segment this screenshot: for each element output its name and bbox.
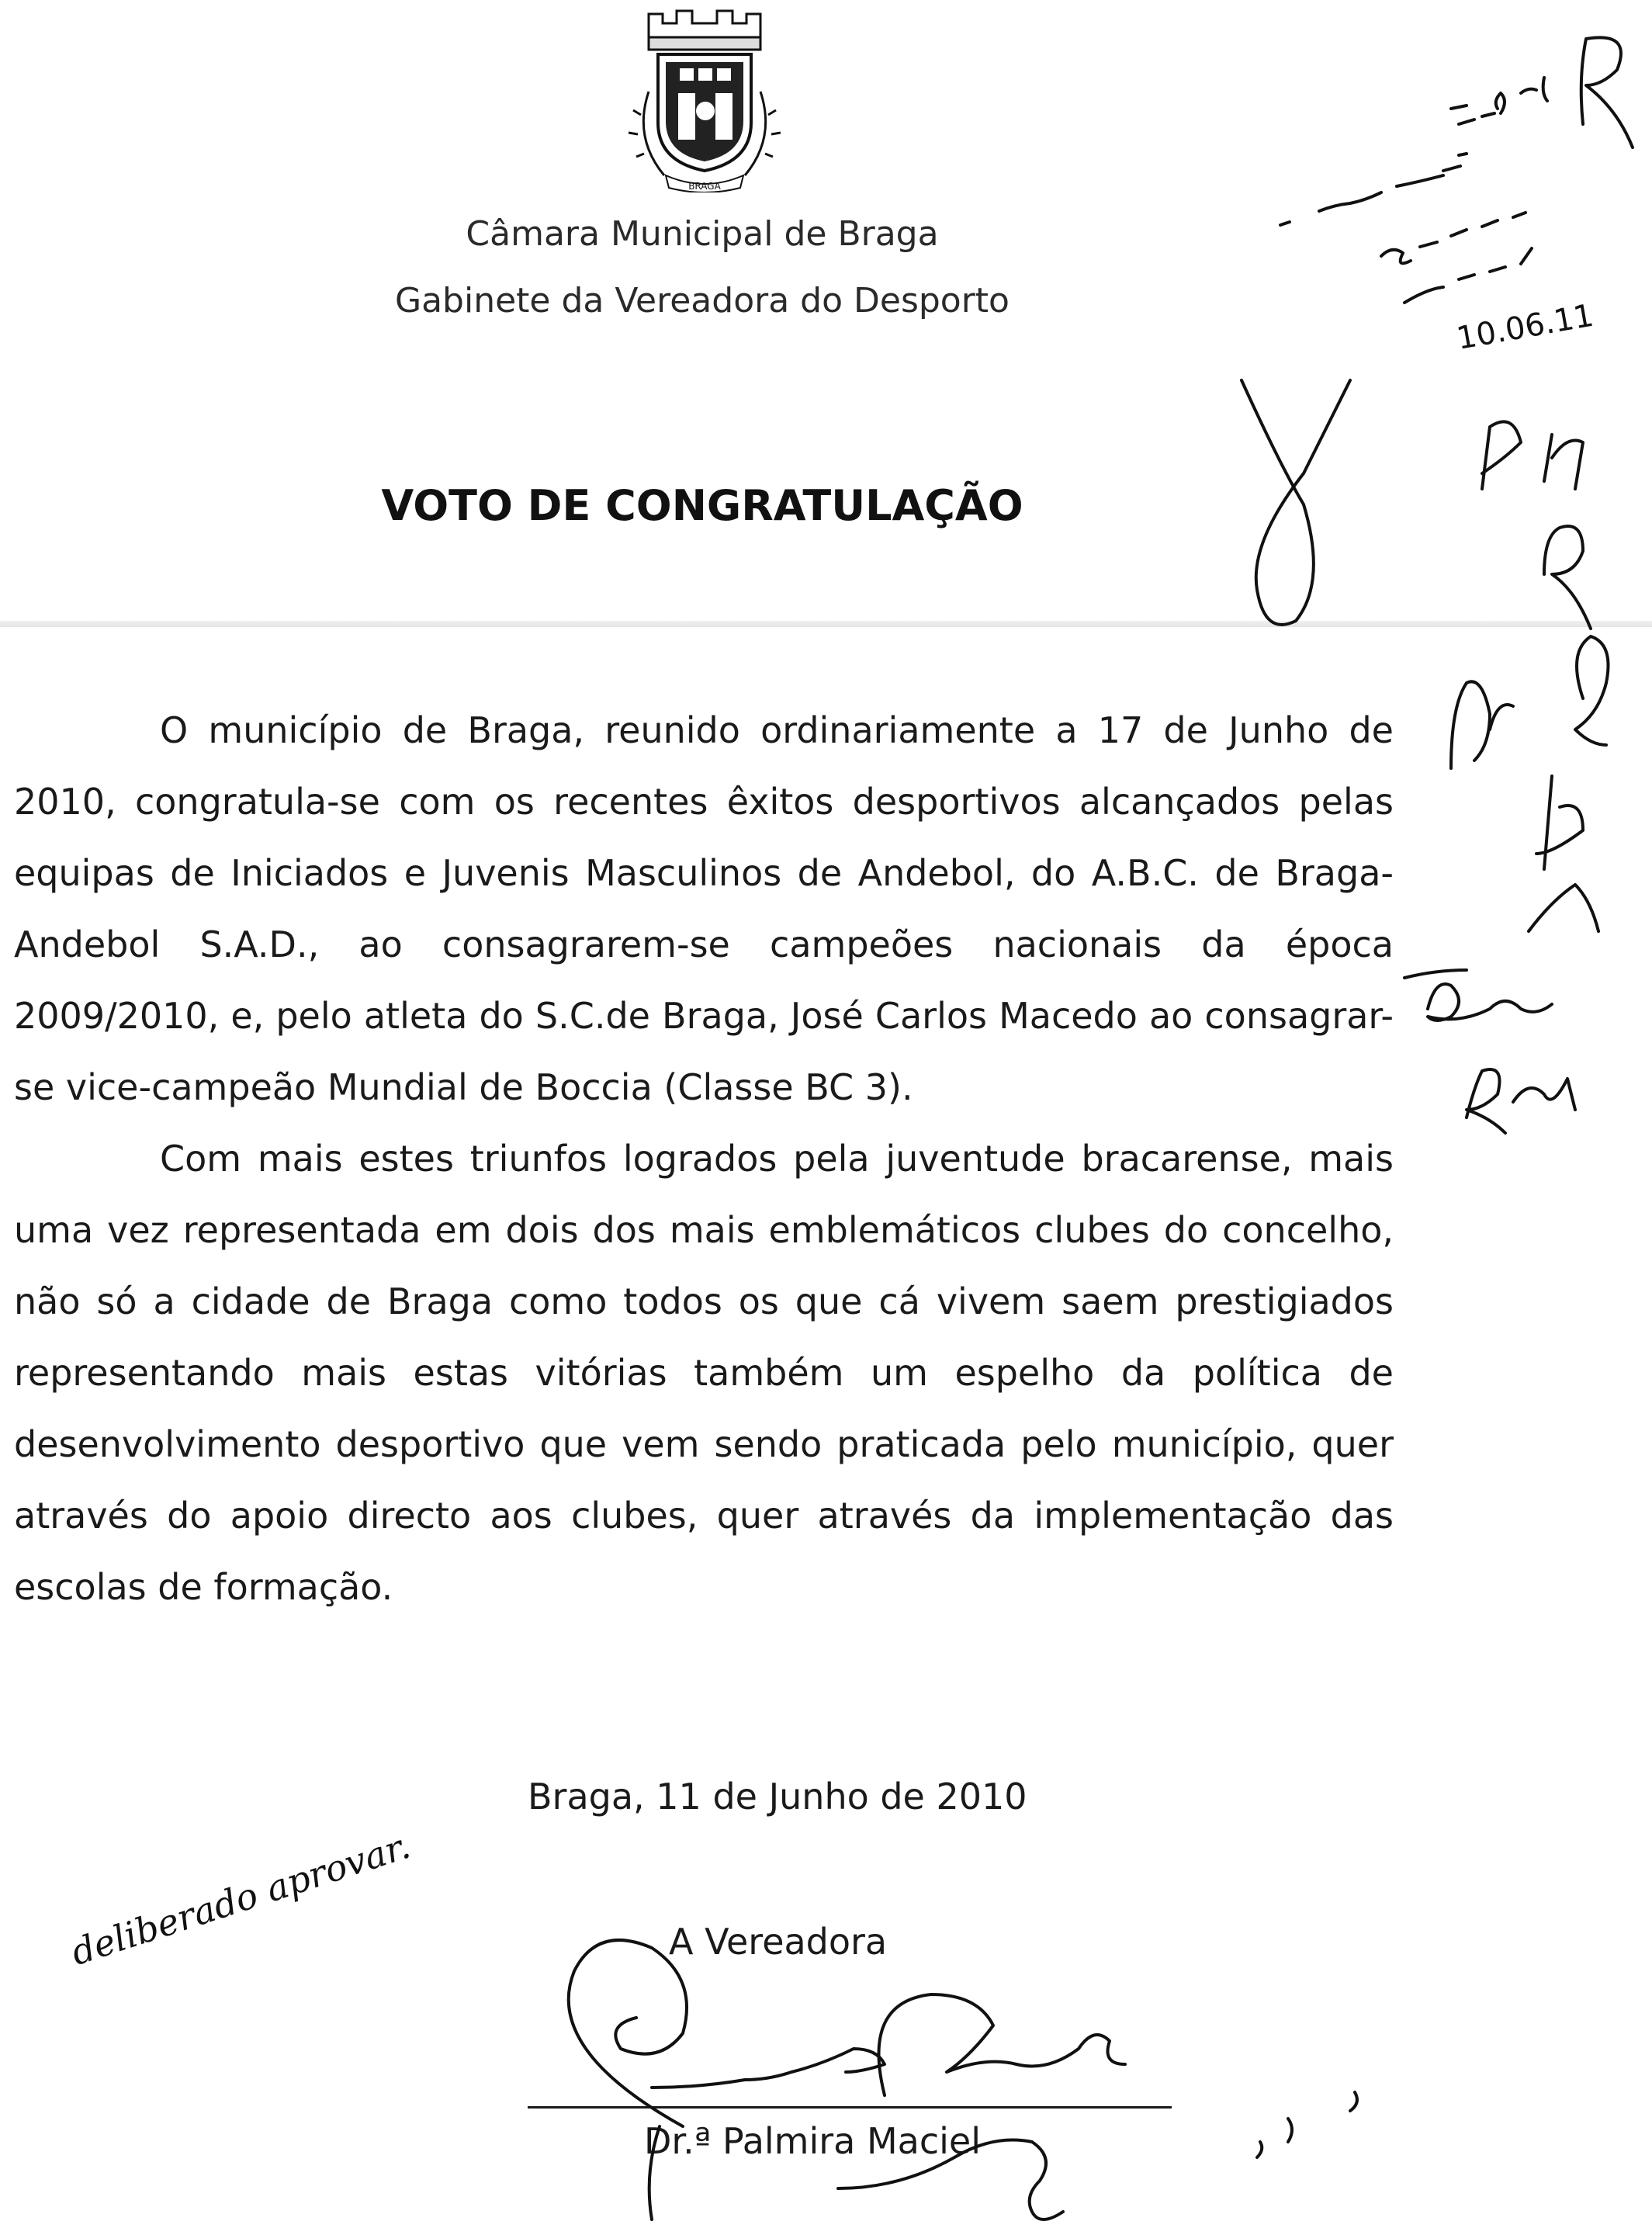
place-and-date: Braga, 11 de Junho de 2010 [528, 1776, 1027, 1817]
paper-fold-line [0, 621, 1652, 627]
header-line-municipality: Câmara Municipal de Braga [466, 214, 939, 254]
body-paragraph-1: O município de Braga, reunido ordinariamente a 17 de Junho de 2010, congratula-se com os recentes êxitos desportivos alcançados pelas equipas de Iniciados e Juvenis Masculinos de Andebol, do A.B.C. de Braga-Andebol S.A.D., ao consagrarem-se campeões nacionais da época 2009/2010, e, pelo atleta do S.C.de Braga, José Carlos Macedo ao consagrar-se vice-campeão Mundial de Boccia (Classe BC 3). [14, 709, 1394, 1108]
handwritten-date-text: 10.06.11 [1453, 297, 1597, 357]
signature-line [528, 2106, 1172, 2109]
signatory-role: A Vereadora [669, 1921, 888, 1963]
body-paragraph-2: Com mais estes triunfos logrados pela juventude bracarense, mais uma vez representada em dois dos mais emblemáticos clubes do concelho, não só a cidade de Braga como todos os que cá vivem saem prestigiados representando mais estas vitórias também um espelho da política de desenvolvimento desportivo que vem sendo praticada pelo município, quer através do apoio directo aos clubes, quer através da implementação das escolas de formação. [14, 1138, 1394, 1608]
coat-of-arms-emblem [618, 6, 791, 192]
header-line-office: Gabinete da Vereadora do Desporto [395, 281, 1010, 321]
svg-text:BRAGA: BRAGA [688, 181, 721, 192]
signatory-name: Dr.ª Palmira Maciel [644, 2120, 982, 2162]
document-title: VOTO DE CONGRATULAÇÃO [381, 481, 1023, 530]
handwritten-margin-text: deliberado aprovar. [66, 1824, 415, 1973]
document-body [14, 695, 1394, 1623]
handwritten-margin-note [66, 1824, 415, 1973]
